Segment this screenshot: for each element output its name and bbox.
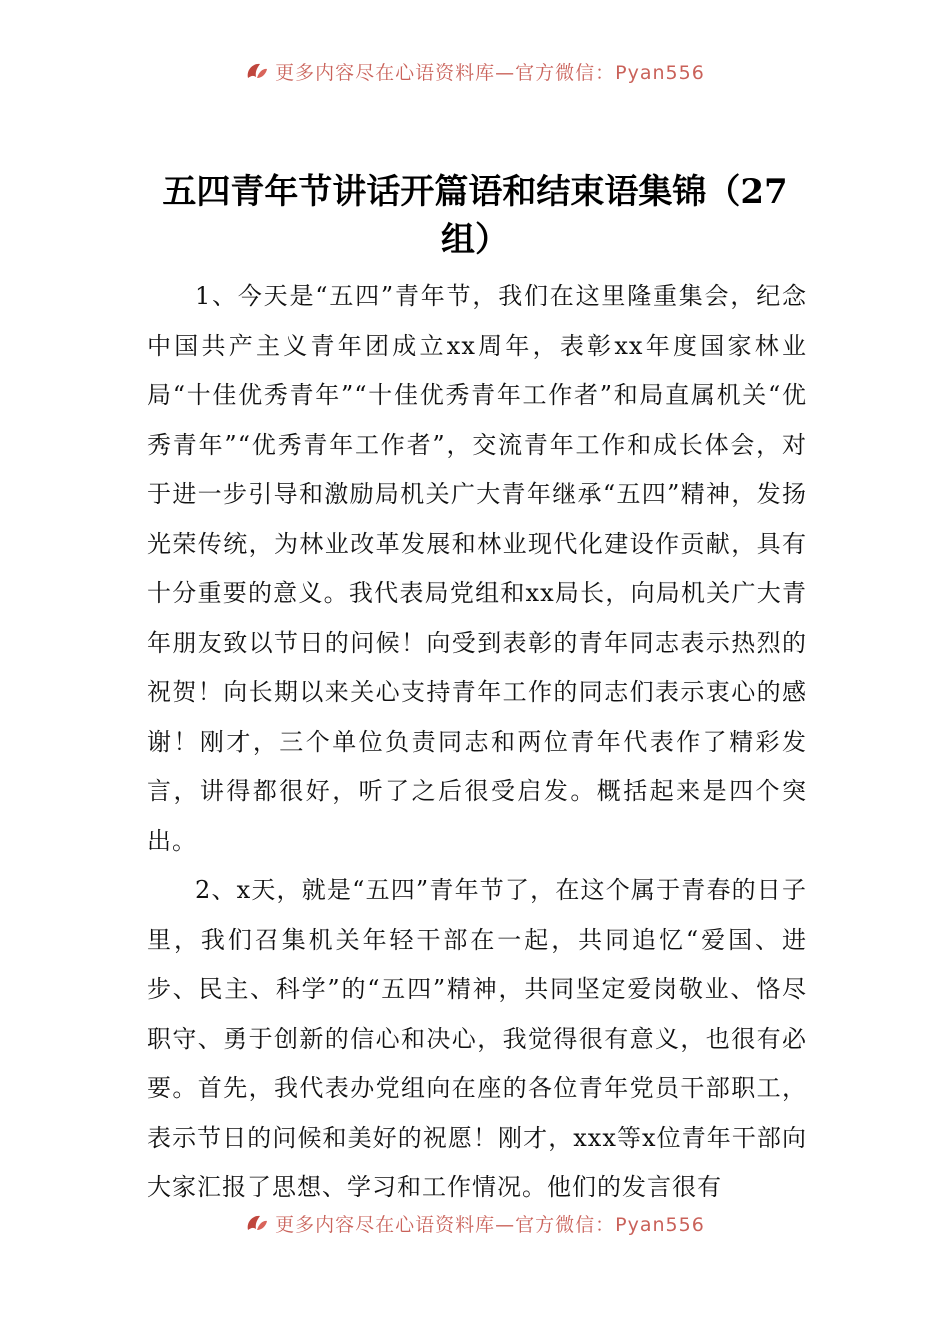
paragraph-2: 2、x天，就是“五四”青年节了，在这个属于青春的日子里，我们召集机关年轻干部在一起，共同追忆“爱国、进步、民主、科学”的“五四”精神，共同坚定爱岗敬业、恪尽职守、勇于创新的信心和决心，我觉得很有意义，也很有必要。首先，我代表办党组向在座的各位青年党员干部职工，表示节日的问候和美好的祝愿！刚才，xxx等x位青年干部向大家汇报了思想、学习和工作情况。他们的发言很有 — [147, 876, 807, 1201]
paragraph-1: 1、今天是“五四”青年节，我们在这里隆重集会，纪念中国共产主义青年团成立xx周年，表彰xx年度国家林业局“十佳优秀青年”“十佳优秀青年工作者”和局直属机关“优秀青年”“优秀青年工作者”，交流青年工作和成长体会，对于进一步引导和激励局机关广大青年继承“五四”精神，发扬光荣传统，为林业改革发展和林业现代化建设作贡献，具有十分重要的意义。我代表局党组和xx局长，向局机关广大青年朋友致以节日的问候！向受到表彰的青年同志表示热烈的祝贺！向长期以来关心支持青年工作的同志们表示衷心的感谢！刚才，三个单位负责同志和两位青年代表作了精彩发言，讲得都很好，听了之后很受启发。概括起来是四个突出。 — [147, 282, 807, 855]
document-body — [147, 272, 807, 1213]
leaf-heart-logo-icon — [245, 1212, 269, 1234]
document-title: 五四青年节讲话开篇语和结束语集锦（27组） — [162, 172, 788, 260]
watermark-header — [0, 58, 950, 84]
watermark-text: 更多内容尽在心语资料库—官方微信：Pyan556 — [275, 1213, 705, 1236]
leaf-heart-logo-icon — [245, 60, 269, 82]
watermark-text: 更多内容尽在心语资料库—官方微信：Pyan556 — [275, 61, 705, 84]
watermark-footer — [0, 1210, 950, 1236]
